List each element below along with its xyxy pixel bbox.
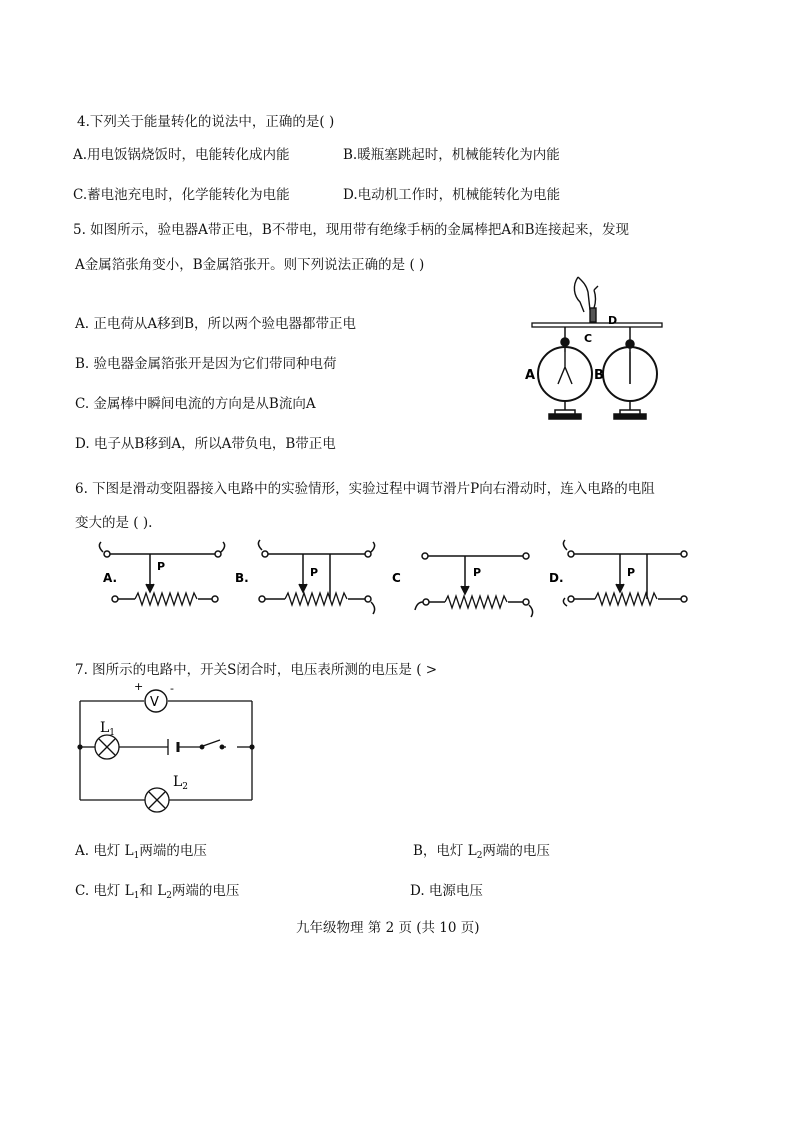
q7-option-a: A. 电灯 $L_1$两端的电压 bbox=[75, 843, 207, 861]
slider-p-b: P bbox=[310, 566, 319, 579]
label-a: A bbox=[525, 368, 536, 383]
q6-stem-line1: 6. 下图是滑动变阻器接入电路中的实验情形，实验过程中调节滑片P向右滑动时，连入电路的电阻 bbox=[75, 481, 655, 497]
voltmeter-plus: + bbox=[134, 680, 144, 693]
rheostat-option-d bbox=[563, 540, 687, 606]
q4-option-d: D.电动机工作时，机械能转化为电能 bbox=[343, 187, 561, 203]
label-d: D bbox=[608, 314, 618, 327]
rheostat-figures bbox=[95, 540, 705, 625]
page-footer: 九年级物理 第 2 页 (共 10 页) bbox=[296, 920, 480, 936]
q5-stem-line1: 5. 如图所示，验电器A带正电，B不带电，现用带有绝缘手柄的金属棒把A和B连接起来，发现 bbox=[73, 222, 630, 238]
electroscope-figure bbox=[520, 272, 670, 427]
slider-p-d: P bbox=[627, 566, 636, 579]
q5-option-a: A. 正电荷从A移到B，所以两个验电器都带正电 bbox=[75, 316, 357, 332]
q4-option-b: B.暖瓶塞跳起时，机械能转化为内能 bbox=[343, 147, 560, 163]
q6-stem-line2: 变大的是 ( ). bbox=[75, 515, 153, 531]
q7-stem: 7. 图所示的电路中，开关S闭合时，电压表所测的电压是 ( > bbox=[75, 662, 438, 678]
slider-p-c: P bbox=[473, 566, 482, 579]
q7-option-c: C. 电灯 $L_1$和 $L_2$两端的电压 bbox=[75, 883, 240, 901]
lamp-l2-icon bbox=[145, 788, 169, 812]
q5-option-b: B. 验电器金属箔张开是因为它们带同种电荷 bbox=[75, 356, 337, 372]
lamp-l1-icon bbox=[95, 735, 119, 759]
voltmeter-label: V bbox=[150, 695, 159, 710]
label-c: C bbox=[584, 332, 593, 345]
q7-option-d: D. 电源电压 bbox=[410, 883, 483, 899]
rheostat-label-a: A. bbox=[103, 571, 118, 585]
q5-option-c: C. 金属棒中瞬间电流的方向是从B流向A bbox=[75, 396, 316, 412]
rheostat-option-c bbox=[415, 553, 533, 617]
q4-option-c: C.蓄电池充电时，化学能转化为电能 bbox=[73, 187, 290, 203]
label-b: B bbox=[594, 368, 604, 383]
slider-p-a: P bbox=[157, 560, 166, 573]
rheostat-label-c: C bbox=[392, 571, 401, 585]
rheostat-label-d: D. bbox=[549, 571, 564, 585]
q5-option-d: D. 电子从B移到A，所以A带负电，B带正电 bbox=[75, 436, 336, 452]
q4-stem: 4.下列关于能量转化的说法中，正确的是( ) bbox=[77, 114, 335, 130]
battery-icon bbox=[168, 739, 178, 755]
metal-rod bbox=[532, 323, 662, 327]
voltmeter-minus: - bbox=[170, 682, 174, 695]
rheostat-option-a bbox=[99, 542, 224, 605]
q4-option-a: A.用电饭锅烧饭时，电能转化成内能 bbox=[73, 147, 290, 163]
q7-option-b: B，电灯 $L_2$两端的电压 bbox=[413, 843, 550, 861]
q5-stem-line2: A金属箔张角变小，B金属箔张开。则下列说法正确的是 ( ) bbox=[75, 257, 425, 273]
electroscope-b bbox=[603, 327, 657, 419]
switch-icon bbox=[200, 740, 224, 749]
circuit-figure bbox=[72, 680, 262, 810]
lamp-l1-label: $L_1$ bbox=[100, 720, 116, 738]
hand-icon bbox=[574, 277, 598, 322]
lamp-l2-label: $L_2$ bbox=[173, 774, 189, 792]
rheostat-label-b: B. bbox=[235, 571, 249, 585]
